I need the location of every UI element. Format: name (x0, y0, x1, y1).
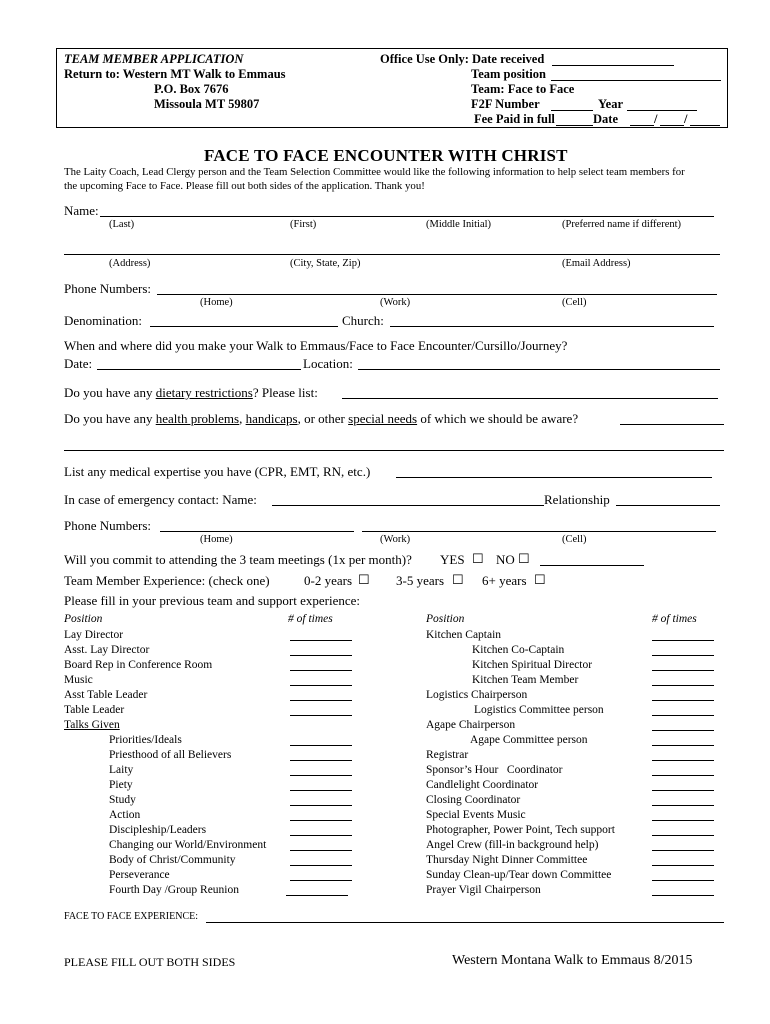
list-item: Priesthood of all Believers (109, 749, 232, 761)
fee-date-year[interactable] (690, 125, 720, 126)
city-caption: (City, State, Zip) (290, 258, 361, 269)
list-item: Registrar (426, 749, 469, 761)
fee-date-day[interactable] (660, 125, 684, 126)
footer-organization: Western Montana Walk to Emmaus 8/2015 (452, 953, 693, 968)
city-line: Missoula MT 59807 (154, 97, 260, 111)
emergency-name-field[interactable] (272, 505, 544, 506)
times-field[interactable] (652, 865, 714, 866)
times-field[interactable] (290, 820, 352, 821)
commit-yes-label: YES (440, 552, 465, 567)
relationship-label: Relationship (544, 492, 610, 507)
list-item: Body of Christ/Community (109, 854, 236, 866)
list-item: Logistics Committee person (474, 704, 604, 716)
fee-paid-label: Fee Paid in full (474, 112, 555, 126)
emergency-work-caption: (Work) (380, 534, 411, 545)
denomination-label: Denomination: (64, 313, 142, 328)
experience-3-5-checkbox[interactable]: ☐ (452, 572, 464, 587)
year-label: Year (598, 97, 623, 111)
f2f-experience-label: FACE TO FACE EXPERIENCE: (64, 911, 198, 922)
times-field[interactable] (290, 865, 352, 866)
date-label: Date: (64, 356, 93, 371)
commit-no-checkbox[interactable]: ☐ (518, 551, 530, 566)
list-item: Changing our World/Environment (109, 839, 267, 851)
date-slash-2: / (684, 112, 688, 126)
year-field[interactable] (627, 110, 697, 111)
times-field[interactable] (652, 895, 714, 896)
emergency-label: In case of emergency contact: Name: (64, 492, 257, 507)
list-item: Asst Table Leader (64, 689, 148, 701)
location-label: Location: (303, 356, 353, 371)
commit-question: Will you commit to attending the 3 team meetings (1x per month)? (64, 552, 412, 567)
list-item: Laity (109, 764, 134, 776)
times-field[interactable] (652, 760, 714, 761)
medical-field[interactable] (396, 477, 712, 478)
list-item: Kitchen Co-Captain (472, 644, 565, 656)
date-slash-1: / (654, 112, 658, 126)
experience-0-2-checkbox[interactable]: ☐ (358, 572, 370, 587)
email-caption: (Email Address) (562, 258, 631, 269)
emergency-home-phone-field[interactable] (160, 531, 354, 532)
list-item: Study (109, 794, 136, 806)
f2f-number-field[interactable] (551, 110, 593, 111)
phone-label: Phone Numbers: (64, 281, 152, 296)
list-item: Perseverance (109, 869, 170, 881)
list-item: Candlelight Coordinator (426, 779, 539, 791)
list-item: Talks Given (64, 719, 120, 731)
times-field[interactable] (652, 775, 714, 776)
emergency-phone-label: Phone Numbers: (64, 518, 152, 533)
phone-field[interactable] (157, 294, 717, 295)
times-field[interactable] (290, 760, 352, 761)
list-item: Kitchen Spiritual Director (472, 659, 593, 671)
experience-0-2-label: 0-2 years (304, 573, 353, 588)
fee-paid-field[interactable] (556, 125, 593, 126)
times-field[interactable] (286, 895, 348, 896)
previous-experience-label: Please fill in your previous team and support experience: (64, 593, 361, 608)
f2f-number-label: F2F Number (471, 97, 540, 111)
times-field[interactable] (290, 850, 352, 851)
experience-label: Team Member Experience: (check one) (64, 573, 270, 588)
address-field[interactable] (64, 254, 720, 255)
list-item: Closing Coordinator (426, 794, 521, 806)
team-position-field[interactable] (551, 80, 721, 81)
times-field[interactable] (652, 715, 714, 716)
footer-instruction: PLEASE FILL OUT BOTH SIDES (64, 955, 236, 969)
dietary-question: Do you have any dietary restrictions? Please list: (64, 385, 318, 400)
list-item: Asst. Lay Director (64, 644, 150, 656)
experience-6plus-label: 6+ years (482, 573, 527, 588)
times-field[interactable] (652, 835, 714, 836)
name-label: Name: (64, 203, 99, 218)
times-field[interactable] (290, 700, 352, 701)
name-first-caption: (First) (290, 219, 317, 230)
fee-date-label: Date (593, 112, 618, 126)
list-item: Agape Committee person (470, 734, 588, 746)
list-item: Fourth Day /Group Reunion (109, 884, 240, 896)
list-item: Prayer Vigil Chairperson (426, 884, 541, 896)
times-field[interactable] (290, 835, 352, 836)
list-item: Piety (109, 779, 133, 791)
office-use-label: Office Use Only: Date received (380, 52, 545, 66)
name-last-caption: (Last) (109, 219, 135, 230)
times-field[interactable] (290, 670, 352, 671)
times-field[interactable] (652, 805, 714, 806)
address-caption: (Address) (109, 258, 151, 269)
times-field[interactable] (652, 655, 714, 656)
phone-home-caption: (Home) (200, 297, 233, 308)
list-item: Sponsor’s Hour Coordinator (426, 764, 563, 776)
application-label: TEAM MEMBER APPLICATION (64, 52, 244, 66)
times-field[interactable] (290, 655, 352, 656)
list-item: Kitchen Team Member (472, 674, 579, 686)
commit-field[interactable] (540, 565, 644, 566)
phone-work-caption: (Work) (380, 297, 411, 308)
emergency-home-caption: (Home) (200, 534, 233, 545)
right-position-header: Position (426, 613, 465, 625)
date-received-field[interactable] (552, 65, 674, 66)
times-field[interactable] (652, 700, 714, 701)
list-item: Lay Director (64, 629, 124, 641)
commit-no-label: NO (496, 552, 515, 567)
list-item: Board Rep in Conference Room (64, 659, 213, 671)
denomination-field[interactable] (150, 326, 338, 327)
name-middle-caption: (Middle Initial) (426, 219, 492, 230)
name-preferred-caption: (Preferred name if different) (562, 219, 682, 230)
walk-location-field[interactable] (358, 369, 720, 370)
times-field[interactable] (290, 805, 352, 806)
emergency-work-cell-field[interactable] (362, 531, 716, 532)
times-field[interactable] (290, 640, 352, 641)
medical-question: List any medical expertise you have (CPR, EMT, RN, etc.) (64, 464, 371, 479)
times-field[interactable] (290, 685, 352, 686)
intro-line-2: the upcoming Face to Face. Please fill out both sides of the application. Thank you! (64, 180, 425, 192)
list-item: Action (109, 809, 141, 821)
page-title: FACE TO FACE ENCOUNTER WITH CHRIST (204, 146, 568, 165)
times-field[interactable] (652, 850, 714, 851)
list-item: Agape Chairperson (426, 719, 516, 731)
dietary-field[interactable] (342, 398, 718, 399)
times-field[interactable] (290, 715, 352, 716)
phone-cell-caption: (Cell) (562, 297, 587, 308)
intro-line-1: The Laity Coach, Lead Clergy person and the Team Selection Committee would like the following information to help select team members for (64, 166, 685, 178)
times-field[interactable] (652, 790, 714, 791)
list-item: Photographer, Power Point, Tech support (426, 824, 615, 836)
name-field[interactable] (100, 216, 714, 217)
left-times-header: # of times (288, 613, 333, 625)
times-field[interactable] (290, 790, 352, 791)
return-address-line: Return to: Western MT Walk to Emmaus (64, 67, 286, 81)
f2f-experience-field[interactable] (206, 922, 724, 923)
team-label: Team: Face to Face (471, 82, 575, 96)
emergency-cell-caption: (Cell) (562, 534, 587, 545)
list-item: Music (64, 674, 93, 686)
times-field[interactable] (652, 670, 714, 671)
list-item: Angel Crew (fill-in background help) (426, 839, 599, 851)
list-item: Table Leader (64, 704, 125, 716)
times-field[interactable] (652, 640, 714, 641)
times-field[interactable] (652, 820, 714, 821)
list-item: Sunday Clean-up/Tear down Committee (426, 869, 612, 881)
health-field-continued[interactable] (64, 450, 724, 451)
health-question: Do you have any health problems, handicaps, or other special needs of which we should be aware? (64, 411, 579, 426)
experience-3-5-label: 3-5 years (396, 573, 445, 588)
health-field[interactable] (620, 424, 724, 425)
church-field[interactable] (390, 326, 714, 327)
church-label: Church: (342, 313, 384, 328)
team-position-label: Team position (471, 67, 546, 81)
times-field[interactable] (290, 880, 352, 881)
list-item: Discipleship/Leaders (109, 824, 207, 836)
walk-question: When and where did you make your Walk to Emmaus/Face to Face Encounter/Cursillo/Journey? (64, 338, 568, 353)
right-times-header: # of times (652, 613, 697, 625)
po-box: P.O. Box 7676 (154, 82, 229, 96)
fee-date-month[interactable] (630, 125, 654, 126)
list-item: Logistics Chairperson (426, 689, 528, 701)
left-position-header: Position (64, 613, 103, 625)
list-item: Thursday Night Dinner Committee (426, 854, 588, 866)
relationship-field[interactable] (616, 505, 720, 506)
walk-date-field[interactable] (97, 369, 301, 370)
times-field[interactable] (652, 745, 714, 746)
times-field[interactable] (652, 685, 714, 686)
experience-6plus-checkbox[interactable]: ☐ (534, 572, 546, 587)
list-item: Priorities/Ideals (109, 734, 182, 746)
times-field[interactable] (652, 880, 714, 881)
times-field[interactable] (290, 745, 352, 746)
list-item: Special Events Music (426, 809, 526, 821)
times-field[interactable] (290, 775, 352, 776)
times-field[interactable] (652, 730, 714, 731)
list-item: Kitchen Captain (426, 629, 502, 641)
commit-yes-checkbox[interactable]: ☐ (472, 551, 484, 566)
